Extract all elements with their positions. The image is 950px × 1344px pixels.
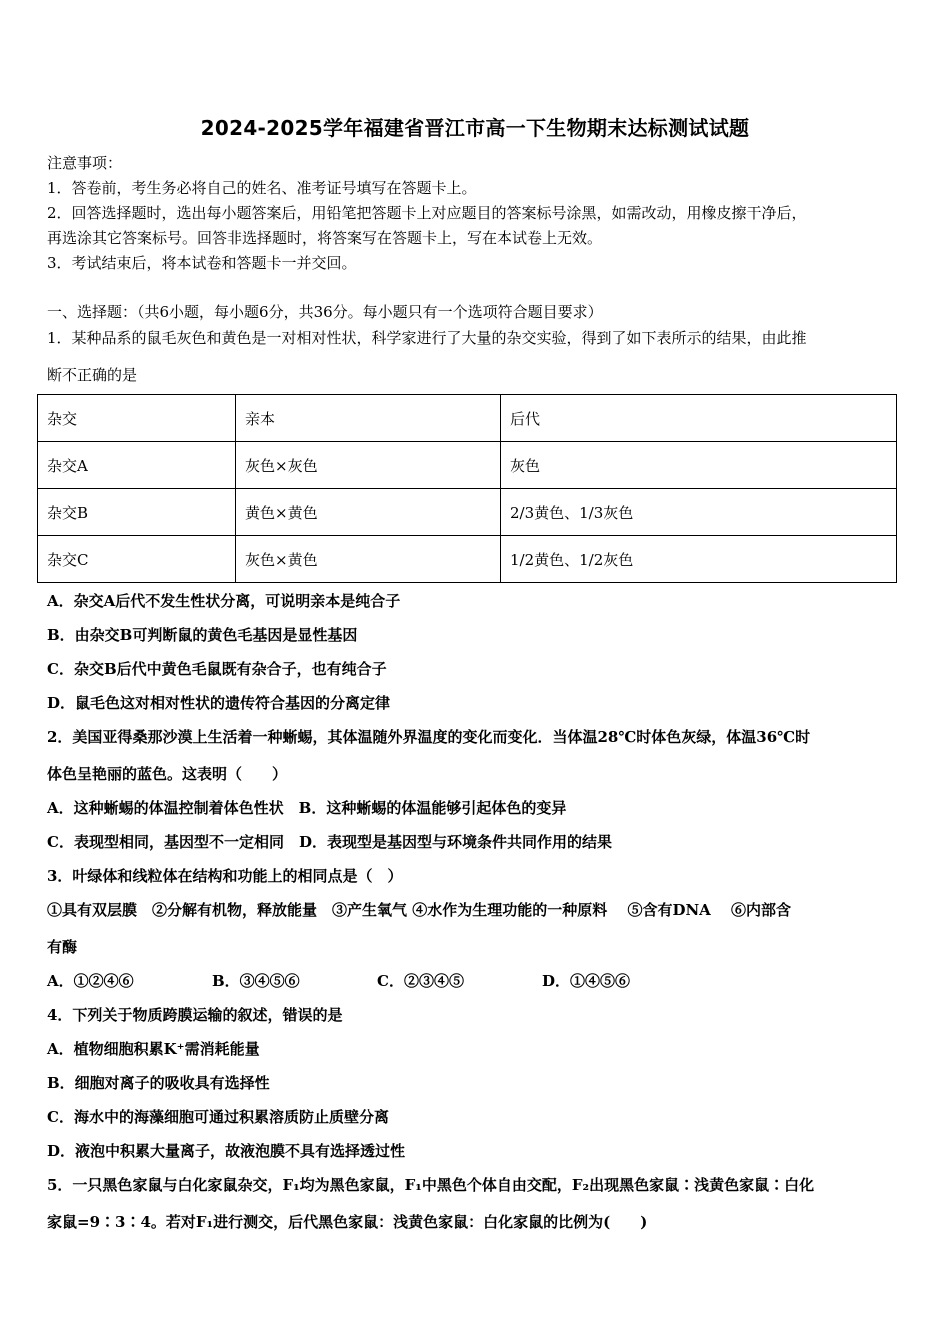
- notice-item: 2．回答选择题时，选出每小题答案后，用铅笔把答题卡上对应题目的答案标号涂黑，如需改动，用橡皮擦干净后，: [47, 204, 807, 222]
- q3-option-c: C．②③④⑤: [377, 972, 464, 990]
- q5-stem-cont: 家鼠=9∶3∶4。若对F₁进行测交，后代黑色家鼠：浅黄色家鼠：白化家鼠的比例为( ): [47, 1213, 648, 1231]
- q3-option-d: D．①④⑤⑥: [542, 972, 631, 990]
- table-header: 杂交: [38, 395, 236, 442]
- table-cell: 2/3黄色、1/3灰色: [501, 489, 897, 536]
- table-cell: 灰色×灰色: [236, 442, 501, 489]
- q1-option-a: A．杂交A后代不发生性状分离，可说明亲本是纯合子: [47, 592, 401, 610]
- q2-options-cd: C．表现型相同，基因型不一定相同 D．表现型是基因型与环境条件共同作用的结果: [47, 833, 612, 851]
- q1-option-d: D．鼠毛色这对相对性状的遗传符合基因的分离定律: [47, 694, 391, 712]
- q2-stem: 2．美国亚得桑那沙漠上生活着一种蜥蜴，其体温随外界温度的变化而变化．当体温28℃时体色灰绿，体温36℃时: [47, 728, 811, 746]
- q2-stem-cont: 体色呈艳丽的蓝色。这表明（ ）: [47, 765, 288, 783]
- page-title: 2024-2025学年福建省晋江市高一下生物期末达标测试试题: [200, 116, 750, 140]
- table-cell: 1/2黄色、1/2灰色: [501, 536, 897, 583]
- q1-option-c: C．杂交B后代中黄色毛鼠既有杂合子，也有纯合子: [47, 660, 387, 678]
- q4-option-d: D．液泡中积累大量离子，故液泡膜不具有选择透过性: [47, 1142, 406, 1160]
- q5-stem: 5．一只黑色家鼠与白化家鼠杂交，F₁均为黑色家鼠，F₁中黑色个体自由交配，F₂出现黑色家鼠∶浅黄色家鼠∶白化: [47, 1176, 815, 1194]
- q3-stem: 3．叶绿体和线粒体在结构和功能上的相同点是（ ）: [47, 867, 403, 885]
- q2-options-ab: A．这种蜥蜴的体温控制着体色性状 B．这种蜥蜴的体温能够引起体色的变异: [47, 799, 567, 817]
- table-row: [38, 536, 897, 583]
- q1-stem-cont: 断不正确的是: [47, 366, 138, 384]
- q3-items-cont: 有酶: [47, 938, 78, 956]
- table-cell: 杂交A: [38, 442, 236, 489]
- table-cell: 灰色×黄色: [236, 536, 501, 583]
- table-header-row: [38, 395, 897, 442]
- table-row: [38, 489, 897, 536]
- table-cell: 灰色: [501, 442, 897, 489]
- q4-option-c: C．海水中的海藻细胞可通过积累溶质防止质壁分离: [47, 1108, 389, 1126]
- q4-option-b: B．细胞对离子的吸收具有选择性: [47, 1074, 270, 1092]
- table-header: 后代: [501, 395, 897, 442]
- table-row: [38, 442, 897, 489]
- q1-stem: 1．某种品系的鼠毛灰色和黄色是一对相对性状，科学家进行了大量的杂交实验，得到了如下表所示的结果，由此推: [47, 329, 807, 347]
- section-heading: 一、选择题：（共6小题，每小题6分，共36分。每小题只有一个选项符合题目要求）: [47, 303, 603, 321]
- table-cell: 杂交C: [38, 536, 236, 583]
- q3-option-b: B．③④⑤⑥: [212, 972, 300, 990]
- q3-option-a: A．①②④⑥: [47, 972, 134, 990]
- q4-option-a: A．植物细胞积累K⁺需消耗能量: [47, 1040, 260, 1058]
- notice-item: 1．答卷前，考生务必将自己的姓名、准考证号填写在答题卡上。: [47, 179, 477, 197]
- table-header: 亲本: [236, 395, 501, 442]
- notice-heading: 注意事项：: [47, 154, 123, 172]
- table-cell: 黄色×黄色: [236, 489, 501, 536]
- table-cell: 杂交B: [38, 489, 236, 536]
- cross-table: [37, 394, 897, 583]
- notice-item: 再选涂其它答案标号。回答非选择题时，将答案写在答题卡上，写在本试卷上无效。: [47, 229, 603, 247]
- q1-option-b: B．由杂交B可判断鼠的黄色毛基因是显性基因: [47, 626, 358, 644]
- q4-stem: 4．下列关于物质跨膜运输的叙述，错误的是: [47, 1006, 343, 1024]
- q3-items: ①具有双层膜 ②分解有机物，释放能量 ③产生氧气 ④水作为生理功能的一种原料 ⑤含有DNA ⑥内部含: [47, 901, 792, 919]
- notice-item: 3．考试结束后，将本试卷和答题卡一并交回。: [47, 254, 357, 272]
